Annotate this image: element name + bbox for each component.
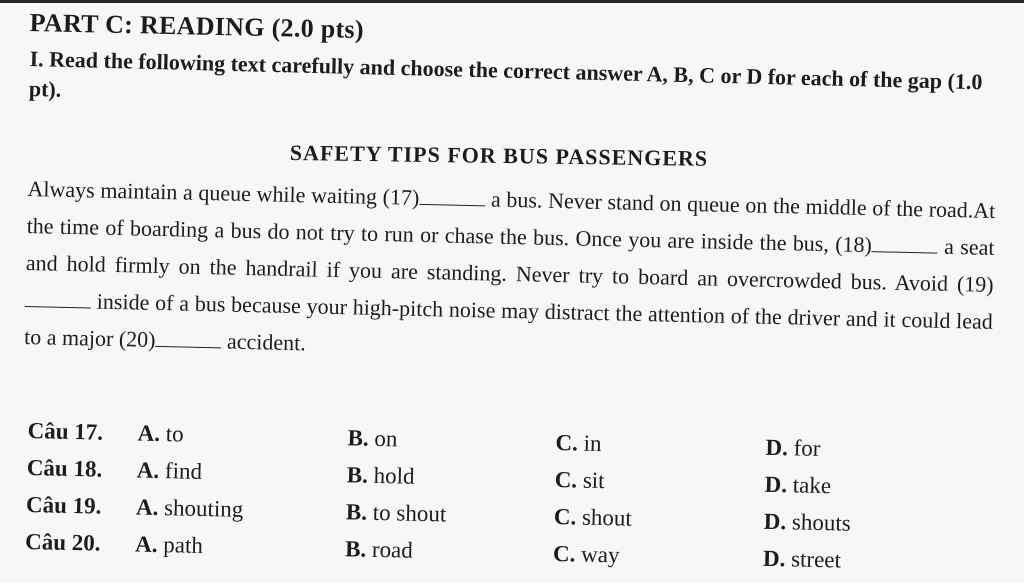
- option-c: [555, 430, 602, 457]
- passage-sentence: a bus. Never stand on queue on the middle of the road.At the time of boarding a bus do not try to run or chase the bus. Once you are inside the bus, (18): [26, 186, 996, 258]
- option-letter: A.: [136, 457, 160, 483]
- option-text: way: [580, 541, 620, 568]
- option-c: [553, 541, 620, 569]
- option-d: [763, 546, 842, 574]
- option-c: [554, 504, 633, 532]
- option-letter: C.: [554, 466, 578, 493]
- top-border: [0, 0, 1024, 3]
- question-label: Câu 20.: [24, 528, 101, 556]
- part-title: PART C: READING (2.0 pts): [29, 8, 365, 44]
- option-text: to shout: [372, 499, 447, 527]
- instruction-text: I. Read the following text carefully and choose the correct answer A, B, C or D for each of the gap (1.0 pt).: [28, 45, 983, 102]
- option-text: shouts: [791, 509, 852, 536]
- option-text: to: [165, 421, 184, 447]
- passage-sentence: accident.: [221, 328, 307, 356]
- option-letter: A.: [137, 420, 161, 446]
- option-b: [347, 425, 397, 452]
- passage-sentence: Always maintain a queue while waiting (17): [27, 175, 420, 210]
- option-a: [136, 494, 244, 522]
- option-text: for: [793, 435, 821, 461]
- option-b: [346, 462, 414, 490]
- option-letter: D.: [762, 545, 786, 572]
- option-letter: D.: [763, 508, 787, 535]
- option-letter: B.: [345, 499, 368, 525]
- option-d: [764, 509, 851, 537]
- question-label: Câu 19.: [25, 491, 102, 519]
- option-letter: C.: [555, 429, 579, 456]
- option-text: hold: [373, 462, 415, 489]
- option-letter: B.: [344, 536, 367, 562]
- option-text: street: [790, 546, 842, 573]
- option-text: shout: [581, 504, 633, 531]
- option-a: [137, 457, 203, 484]
- passage-title: SAFETY TIPS FOR BUS PASSENGERS: [289, 140, 709, 171]
- question-label: Câu 18.: [26, 454, 103, 482]
- option-letter: D.: [765, 434, 789, 461]
- gap-18: [872, 233, 938, 253]
- gap-20: [155, 328, 221, 348]
- option-letter: A.: [134, 531, 158, 557]
- option-a: [137, 420, 184, 447]
- option-d: [765, 435, 821, 462]
- passage-sentence: inside of a bus because your high-pitch noise may distract the attention of the driver and it could lead to a major (20): [23, 288, 994, 352]
- option-c: [554, 467, 604, 494]
- passage-text: [24, 170, 996, 377]
- gap-19: [25, 288, 91, 308]
- option-text: find: [164, 458, 203, 484]
- option-letter: C.: [552, 540, 576, 567]
- option-text: shouting: [163, 495, 244, 522]
- option-text: take: [792, 472, 832, 499]
- option-d: [764, 472, 831, 500]
- option-text: sit: [582, 467, 605, 494]
- option-a: [135, 531, 203, 559]
- option-letter: A.: [135, 494, 159, 520]
- question-list: [25, 418, 1018, 588]
- option-b: [346, 499, 447, 527]
- option-text: road: [371, 536, 414, 563]
- option-b: [345, 536, 413, 564]
- option-letter: C.: [553, 503, 577, 530]
- question-label: Câu 17.: [27, 418, 104, 445]
- gap-17: [419, 186, 485, 206]
- option-text: in: [583, 430, 602, 457]
- option-letter: D.: [764, 471, 788, 498]
- option-text: on: [374, 425, 398, 452]
- passage-sentence: a seat and hold firmly on the handrail if you are standing. Never try to board an overcrowded bus. Avoid (19): [25, 233, 995, 297]
- option-letter: B.: [347, 425, 370, 451]
- option-letter: B.: [346, 462, 369, 488]
- option-text: path: [163, 532, 204, 558]
